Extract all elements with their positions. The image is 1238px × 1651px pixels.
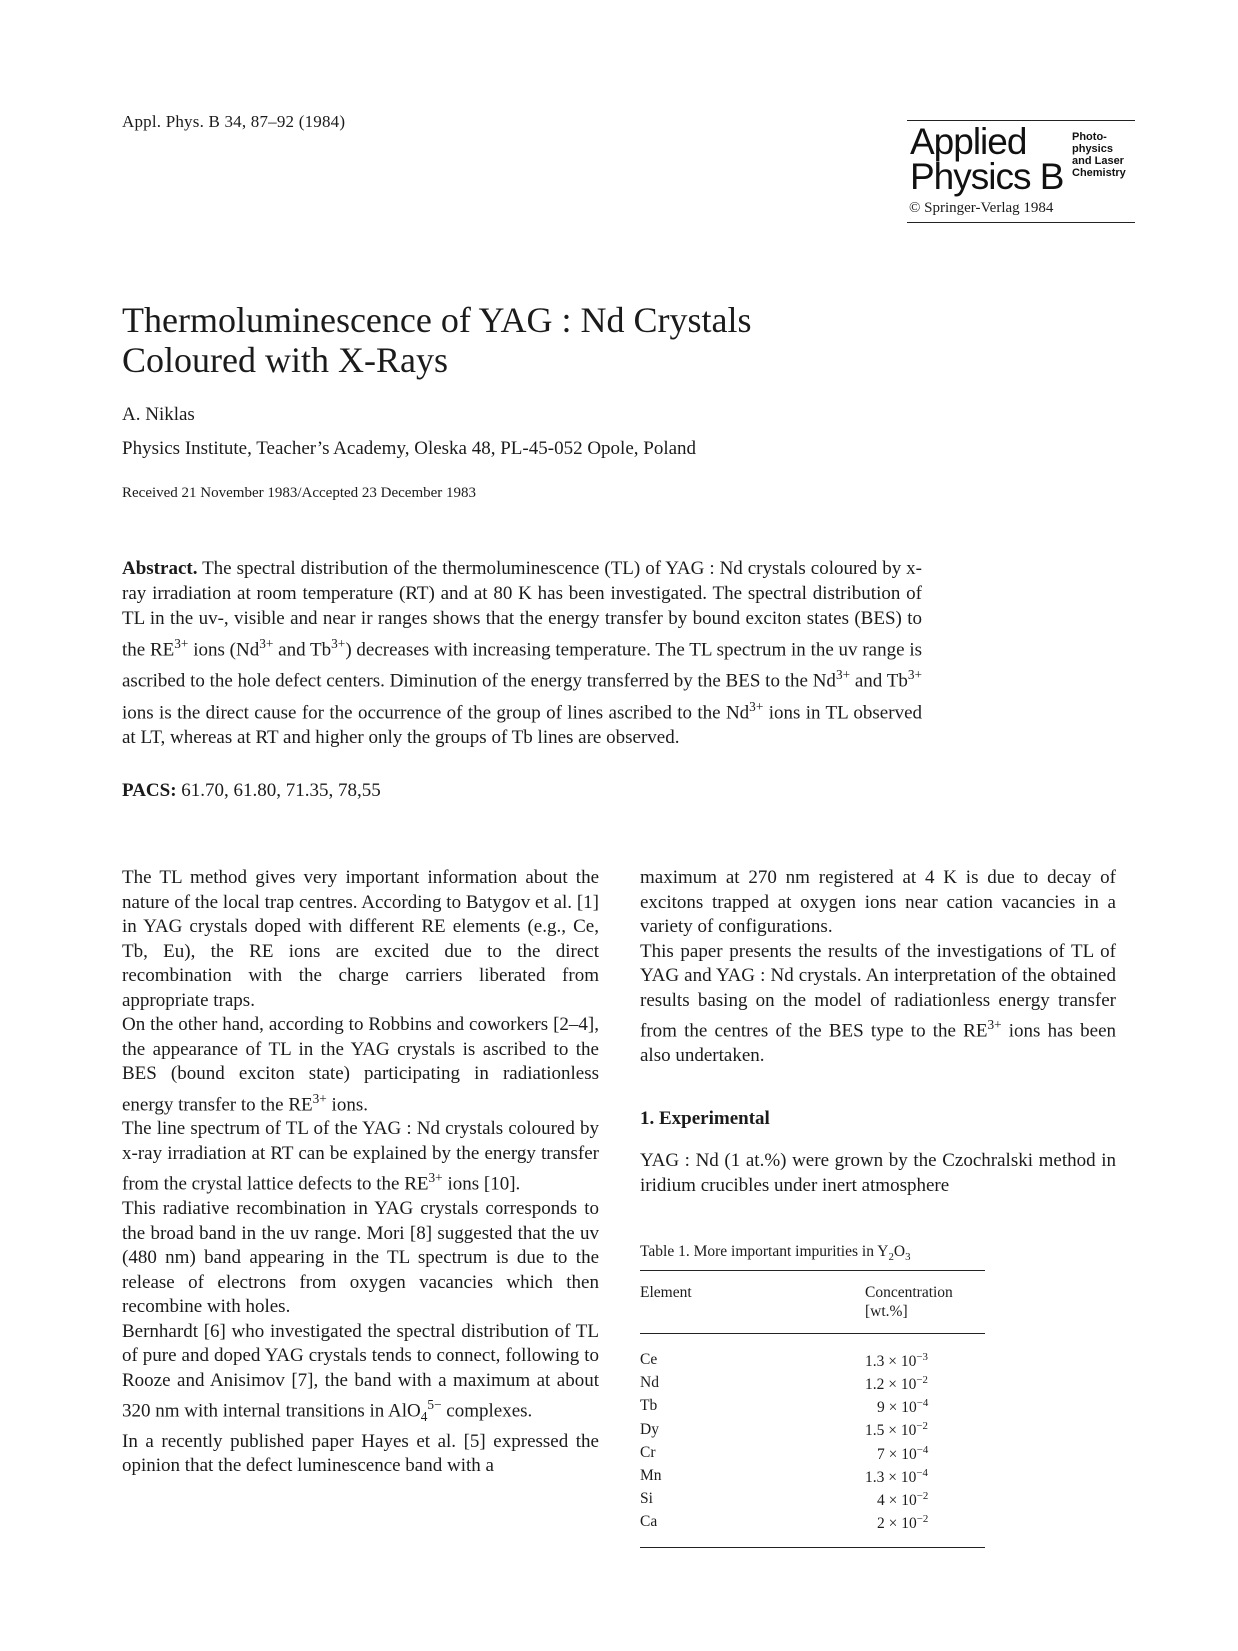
text: The line spectrum of TL of the YAG : Nd crystals coloured by x-ray irradiation at RT can be explained by the energy transfer from the crystal lattice defects to the RE bbox=[122, 1118, 599, 1195]
mantissa: 1.2 × 10 bbox=[865, 1376, 917, 1394]
paragraph: The TL method gives very important information about the nature of the local trap centres. According to Batygov et al. [1] in YAG crystals doped with different RE elements (e.g., Ce, Tb, Eu), the RE ions are excited due to the direct recombination with the charge carriers liberated from appropriate traps. bbox=[122, 867, 599, 1011]
table-row bbox=[640, 1394, 985, 1417]
sup: 3+ bbox=[259, 636, 274, 651]
sup: 3+ bbox=[312, 1090, 327, 1106]
mantissa: 2 × 10 bbox=[877, 1515, 917, 1533]
cell-element: Ca bbox=[640, 1513, 658, 1531]
cell-concentration bbox=[865, 1334, 985, 1372]
cell-element: Dy bbox=[640, 1420, 659, 1438]
paragraph bbox=[122, 1320, 599, 1430]
logo-subtitle-3: and Laser bbox=[1072, 155, 1124, 167]
sup: 5− bbox=[427, 1397, 442, 1413]
sub: 4 bbox=[420, 1409, 428, 1425]
received-date: Received 21 November 1983/Accepted 23 December 1983 bbox=[122, 485, 477, 501]
table-row bbox=[640, 1510, 985, 1548]
cell-element: Mn bbox=[640, 1466, 662, 1484]
header-conc-line1: Concentration bbox=[865, 1284, 953, 1301]
text: Table 1. More important impurities in Y bbox=[640, 1243, 889, 1260]
mantissa: 1.3 × 10 bbox=[865, 1353, 917, 1371]
table-row bbox=[640, 1487, 985, 1510]
text: O bbox=[893, 1243, 906, 1260]
pacs-label: PACS: bbox=[122, 780, 177, 801]
table-caption bbox=[640, 1243, 911, 1263]
sup: 3+ bbox=[331, 636, 346, 651]
cell-concentration bbox=[865, 1510, 985, 1548]
abstract-text: ) decreases with increasing temperature. The TL spectrum in the uv range is ascribed to the hole defect centers. Diminution of the energy transferred by the BES to the Nd bbox=[122, 639, 922, 692]
article-title bbox=[122, 300, 882, 380]
cell-concentration bbox=[865, 1464, 985, 1487]
header-conc-line2: [wt.%] bbox=[865, 1303, 908, 1320]
journal-logo bbox=[907, 120, 1135, 224]
table-row bbox=[640, 1417, 985, 1440]
sub: 3 bbox=[905, 1251, 911, 1264]
abstract-text: ions in TL observed at LT, whereas at RT and higher only the groups of Tb lines are observed. bbox=[122, 701, 923, 748]
abstract-label: Abstract. bbox=[122, 558, 198, 579]
text: ions has been also undertaken. bbox=[640, 1020, 1116, 1066]
header-concentration bbox=[865, 1271, 985, 1334]
body-column-right bbox=[640, 866, 1116, 1068]
title-line-2: Coloured with X-Rays bbox=[122, 340, 448, 380]
body-column-left bbox=[122, 866, 599, 1479]
exponent: −4 bbox=[916, 1466, 928, 1479]
sup: 3+ bbox=[428, 1170, 443, 1186]
table-row bbox=[640, 1371, 985, 1394]
abstract-text: ions (Nd bbox=[188, 639, 260, 661]
exponent: −4 bbox=[916, 1397, 929, 1410]
logo-line1: Applied bbox=[910, 121, 1027, 162]
table-body bbox=[640, 1334, 985, 1548]
table bbox=[640, 1270, 985, 1548]
logo-subtitle-1: Photo- bbox=[1072, 131, 1107, 143]
exponent: −2 bbox=[916, 1489, 929, 1502]
mantissa: 7 × 10 bbox=[877, 1445, 917, 1463]
sup: 3+ bbox=[907, 667, 922, 683]
abstract bbox=[122, 556, 922, 750]
mantissa: 4 × 10 bbox=[877, 1492, 917, 1510]
experimental-text: YAG : Nd (1 at.%) were grown by the Czochralski method in iridium crucibles under inert atmosphere bbox=[640, 1150, 1116, 1196]
exponent: −3 bbox=[916, 1351, 928, 1363]
paragraph bbox=[122, 1013, 599, 1117]
abstract-text: and Tb bbox=[850, 670, 908, 692]
table-row bbox=[640, 1334, 985, 1372]
sup: 3+ bbox=[987, 1017, 1002, 1032]
text: ions [10]. bbox=[442, 1173, 521, 1195]
cell-concentration bbox=[865, 1441, 985, 1464]
logo-subtitle bbox=[1072, 131, 1126, 179]
sup: 3+ bbox=[835, 667, 851, 683]
section-heading: 1. Experimental bbox=[640, 1108, 770, 1129]
text: On the other hand, according to Robbins and coworkers [2–4], the appearance of TL in the YAG crystals is ascribed to the BES (bound exciton state) participating in radiationless energy transfer to the RE bbox=[122, 1014, 599, 1115]
impurities-table bbox=[640, 1270, 985, 1548]
paragraph: This radiative recombination in YAG crystals corresponds to the broad band in the uv range. Mori [8] suggested that the uv (480 nm) band appearing in the TL spectrum is due to the release of electrons from oxygen vacancies which then recombine with holes. bbox=[122, 1198, 599, 1318]
affiliation: Physics Institute, Teacher’s Academy, Oleska 48, PL-45-052 Opole, Poland bbox=[122, 438, 697, 459]
table-row bbox=[640, 1441, 985, 1464]
author: A. Niklas bbox=[122, 404, 195, 425]
journal-citation: Appl. Phys. B 34, 87–92 (1984) bbox=[122, 112, 346, 131]
cell-element: Ce bbox=[640, 1351, 658, 1369]
cell-element: Nd bbox=[640, 1374, 659, 1392]
abstract-text: ions is the direct cause for the occurrence of the group of lines ascribed to the Nd bbox=[122, 701, 750, 723]
exponent: −2 bbox=[916, 1513, 929, 1526]
logo-line2: Physics B bbox=[910, 156, 1064, 197]
table-row bbox=[640, 1464, 985, 1487]
paragraph bbox=[640, 940, 1116, 1069]
logo-subtitle-4: Chemistry bbox=[1072, 167, 1126, 179]
mantissa: 9 × 10 bbox=[877, 1399, 917, 1417]
header-element: Element bbox=[640, 1284, 692, 1301]
sup: 3+ bbox=[174, 636, 189, 651]
logo-bottom-rule bbox=[907, 222, 1135, 223]
text: This paper presents the results of the investigations of TL of YAG and YAG : Nd crystals. An interpretation of the obtained results basing on the model of radiationless energy transfer from the centres of the BES type to the RE bbox=[640, 940, 1116, 1042]
exponent: −4 bbox=[916, 1443, 929, 1456]
logo-subtitle-2: physics bbox=[1072, 143, 1113, 155]
paragraph bbox=[122, 1117, 599, 1197]
mantissa: 1.5 × 10 bbox=[865, 1422, 917, 1440]
table-header-row bbox=[640, 1271, 985, 1334]
cell-element: Cr bbox=[640, 1443, 656, 1461]
title-line-1: Thermoluminescence of YAG : Nd Crystals bbox=[122, 300, 752, 340]
exponent: −2 bbox=[916, 1420, 928, 1433]
exponent: −2 bbox=[916, 1374, 928, 1387]
paragraph: In a recently published paper Hayes et al. [5] expressed the opinion that the defect luminescence band with a bbox=[122, 1430, 599, 1477]
abstract-text: The spectral distribution of the thermoluminescence (TL) of YAG : Nd crystals coloured by x-ray irradiation at room temperature (RT) and at 80 K has been investigated. The spectral distribution of TL in the uv-, visible and near ir ranges shows that the energy transfer by bound exciton states (BES) to the RE bbox=[122, 558, 922, 661]
logo-brand bbox=[910, 121, 1064, 197]
abstract-text: and Tb bbox=[273, 639, 332, 661]
paragraph: maximum at 270 nm registered at 4 K is due to decay of excitons trapped at oxygen ions near cation vacancies in a variety of configurations. bbox=[640, 867, 1116, 937]
pacs bbox=[122, 780, 381, 802]
text: Bernhardt [6] who investigated the spectral distribution of TL of pure and doped YAG crystals tends to connect, following to Rooze and Anisimov [7], the band with a maximum at about 320 nm with internal transitions in AlO bbox=[122, 1320, 599, 1422]
cell-element: Si bbox=[640, 1490, 653, 1508]
sup: 3+ bbox=[749, 698, 764, 714]
copyright: © Springer-Verlag 1984 bbox=[909, 200, 1054, 216]
text: complexes. bbox=[441, 1400, 533, 1422]
mantissa: 1.3 × 10 bbox=[865, 1468, 917, 1486]
pacs-values: 61.70, 61.80, 71.35, 78,55 bbox=[176, 780, 381, 801]
cell-concentration bbox=[865, 1487, 985, 1510]
cell-element: Tb bbox=[640, 1397, 658, 1415]
sub: 2 bbox=[888, 1251, 894, 1264]
cell-concentration bbox=[865, 1371, 985, 1394]
cell-concentration bbox=[865, 1417, 985, 1440]
text: ions. bbox=[326, 1093, 368, 1115]
cell-concentration bbox=[865, 1394, 985, 1417]
